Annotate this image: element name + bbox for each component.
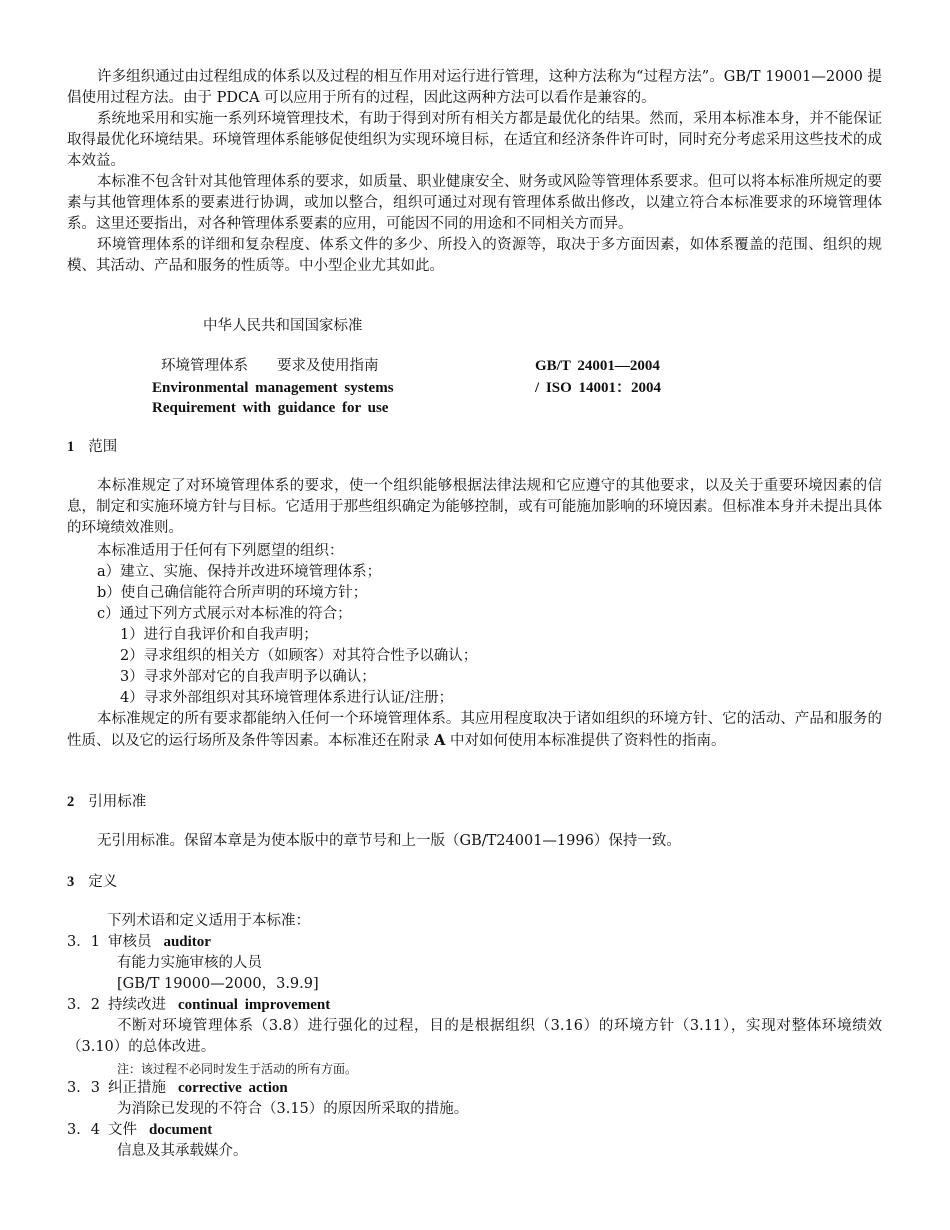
term-number: 3．1	[67, 934, 100, 950]
section-3-title: 定义	[88, 874, 118, 890]
term-en: corrective action	[177, 1080, 288, 1096]
list-item-c: c）通过下列方式展示对本标准的符合；	[97, 606, 352, 622]
term-3-1-definition: 有能力实施审核的人员	[117, 955, 262, 971]
term-number: 3．4	[67, 1122, 100, 1138]
term-en: auditor	[163, 934, 211, 950]
term-en: document	[148, 1122, 213, 1138]
standard-code: GB/T 24001—2004	[535, 358, 660, 374]
term-cn: 文件	[107, 1122, 137, 1138]
section-1-paragraph-3	[67, 709, 882, 752]
section-1-paragraph-3-text-b: 中对如何使用本标准提供了资料性的指南。	[445, 733, 726, 749]
intro-paragraph-2: 系统地采用和实施一系列环境管理技术，有助于得到对所有相关方都是最优化的结果。然而，采用本标准本身，并不能保证取得最优化环境结果。环境管理体系能够促使组织为实现环境目标，在适宜和经济条件许可时，同时充分考虑采用这些技术的成本效益。	[67, 111, 882, 169]
sub-item-2: 2）寻求组织的相关方（如顾客）对其符合性予以确认；	[120, 648, 478, 664]
term-3-1-reference: [GB/T 19000—2000，3.9.9]	[117, 976, 319, 992]
term-3-2-definition: 不断对环境管理体系（3.8）进行强化的过程，目的是根据组织（3.16）的环境方针（3.11），实现对整体环境绩效（3.10）的总体改进。	[67, 1018, 882, 1055]
term-3-2-note: 注：该过程不必同时发生于活动的所有方面。	[117, 1062, 358, 1076]
standard-title-cn: 环境管理体系 要求及使用指南	[161, 358, 379, 374]
intro-paragraph-1: 许多组织通过由过程组成的体系以及过程的相互作用对运行进行管理，这种方法称为“过程方法”。GB/T 19001—2000 提倡使用过程方法。由于 PDCA 可以应用于所有的过程，因此这两种方法可以看作是兼容的。	[67, 69, 882, 106]
list-item-b: b）使自己确信能符合所声明的环境方针；	[97, 585, 368, 601]
section-3-intro: 下列术语和定义适用于本标准：	[107, 913, 310, 929]
term-cn: 纠正措施	[107, 1080, 166, 1096]
section-2-number: 2	[67, 794, 75, 810]
standard-title-en-2: Requirement with guidance for use	[152, 400, 389, 416]
standard-title-en-1: Environmental management systems	[152, 380, 394, 396]
term-3-1	[67, 932, 211, 952]
national-standard-label: 中华人民共和国国家标准	[203, 318, 363, 334]
intro-paragraph-4: 环境管理体系的详细和复杂程度、体系文件的多少、所投入的资源等，取决于多方面因素，如体系覆盖的范围、组织的规模、其活动、产品和服务的性质等。中小型企业尤其如此。	[67, 237, 882, 274]
term-en: continual improvement	[177, 997, 331, 1013]
term-3-4-definition: 信息及其承载媒介。	[117, 1143, 248, 1159]
term-cn: 审核员	[107, 934, 152, 950]
iso-code: / ISO 14001：2004	[535, 380, 662, 396]
section-3-number: 3	[67, 874, 75, 890]
term-3-4	[67, 1120, 212, 1140]
section-1-number: 1	[67, 439, 75, 455]
intro-paragraph-3: 本标准不包含针对其他管理体系的要求，如质量、职业健康安全、财务或风险等管理体系要求。但可以将本标准所规定的要素与其他管理体系的要素进行协调，或加以整合，组织可通过对现有管理体系做出修改，以建立符合本标准要求的环境管理体系。这里还要指出，对各种管理体系要素的应用，可能因不同的用途和不同相关方而异。	[67, 174, 882, 232]
section-1-heading	[67, 437, 117, 457]
section-3-heading	[67, 872, 117, 892]
sub-item-3: 3）寻求外部对它的自我声明予以确认；	[120, 669, 376, 685]
section-1-paragraph-2: 本标准适用于任何有下列愿望的组织：	[97, 543, 344, 559]
section-1-paragraph-1: 本标准规定了对环境管理体系的要求，使一个组织能够根据法律法规和它应遵守的其他要求，以及关于重要环境因素的信息，制定和实施环境方针与目标。它适用于那些组织确定为能够控制，或有可能施加影响的环境因素。但标准本身并未提出具体的环境绩效准则。	[67, 478, 882, 536]
term-3-3-definition: 为消除已发现的不符合（3.15）的原因所采取的措施。	[117, 1101, 469, 1117]
sub-item-1: 1）进行自我评价和自我声明；	[120, 627, 318, 643]
list-item-a: a）建立、实施、保持并改进环境管理体系；	[97, 564, 382, 580]
sub-item-4: 4）寻求外部组织对其环境管理体系进行认证/注册；	[120, 690, 454, 706]
section-2-paragraph: 无引用标准。保留本章是为使本版中的章节号和上一版（GB/T24001—1996）保持一致。	[97, 833, 681, 849]
term-3-3	[67, 1078, 288, 1098]
term-3-2	[67, 995, 330, 1015]
section-2-heading	[67, 792, 146, 812]
section-1-title: 范围	[88, 439, 118, 455]
term-number: 3．2	[67, 997, 100, 1013]
annex-letter: A	[434, 732, 446, 749]
term-cn: 持续改进	[107, 997, 166, 1013]
section-1-paragraph-3-text-a: 本标准规定的所有要求都能纳入任何一个环境管理体系。其应用程度取决于诸如组织的环境方针、它的活动、产品和服务的性质、以及它的运行场所及条件等因素。本标准还在附录	[67, 711, 882, 749]
section-2-title: 引用标准	[88, 794, 147, 810]
term-number: 3．3	[67, 1080, 100, 1096]
